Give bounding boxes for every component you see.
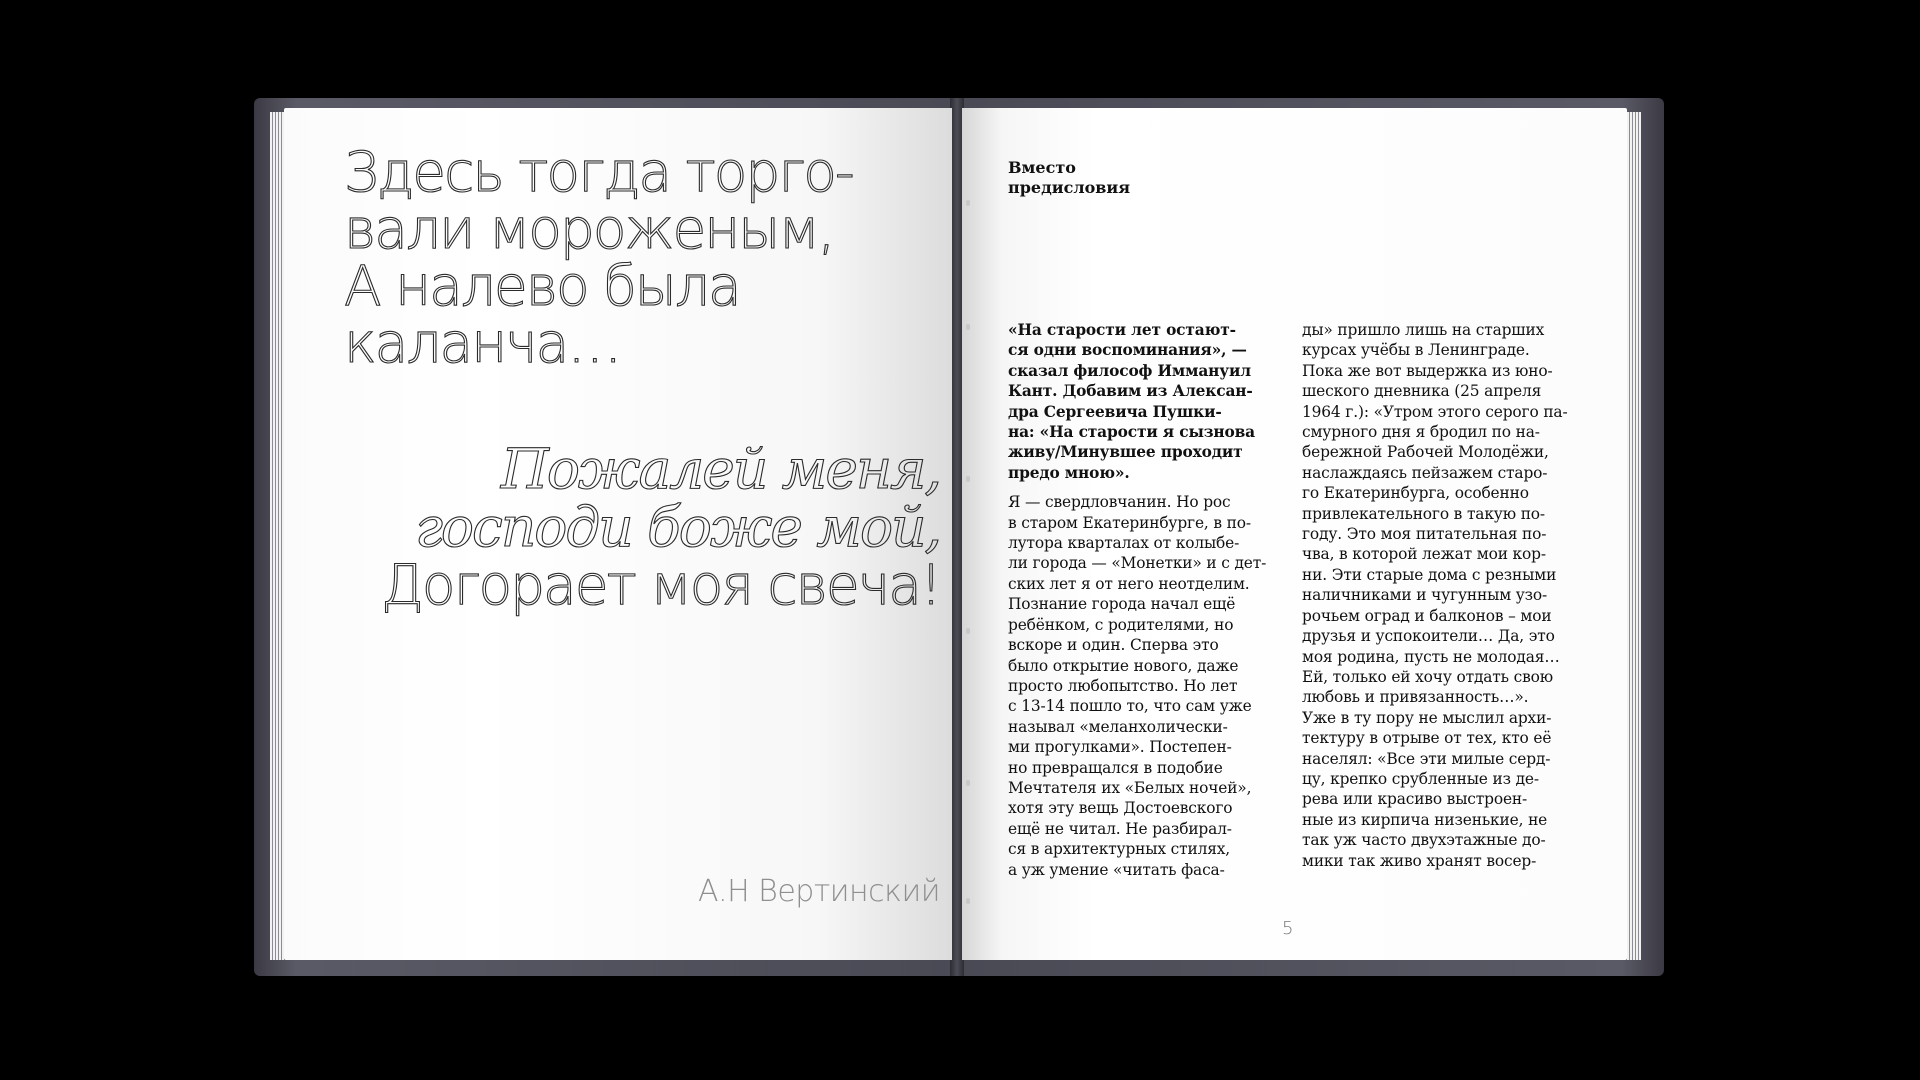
text-line: Я — свердловчанин. Но рос (1008, 493, 1231, 512)
text-line: друзья и успокоители… Да, это (1302, 627, 1555, 646)
right-page (962, 108, 1627, 960)
text-line: любовь и привязанность…». (1302, 688, 1529, 707)
text-line: называл «меланхолически- (1008, 717, 1228, 736)
text-line: на: «На старости я сызнова (1008, 423, 1256, 442)
text-line: го Екатеринбурга, особенно (1302, 484, 1529, 503)
text-line: ских лет я от него неотделим. (1008, 574, 1250, 593)
text-line: году. Это моя питательная по- (1302, 525, 1547, 544)
text-line: но превращался в подобие (1008, 758, 1223, 777)
left-page-edges (270, 112, 284, 960)
poem-top-stanza (344, 140, 944, 375)
text-line: населял: «Все эти милые серд- (1302, 749, 1551, 768)
text-line: ся в архитектурных стилях, (1008, 840, 1231, 859)
poem-italic-line: Пожалей меня, (500, 437, 940, 501)
text-line: ни. Эти старые дома с резными (1302, 565, 1557, 584)
text-line: с 13-14 пошло то, что сам уже (1008, 697, 1252, 716)
text-line: рева или красиво выстроен- (1302, 790, 1528, 809)
text-line: 1964 г.): «Утром этого серого па- (1302, 402, 1568, 421)
lead-paragraph (1008, 320, 1260, 483)
text-line: курсах учёбы в Ленинграде. (1302, 341, 1530, 360)
text-line: живу/Минувшее проходит (1008, 443, 1243, 462)
text-line: моя родина, пусть не молодая… (1302, 647, 1560, 666)
text-line: цу, крепко срубленные из де- (1302, 769, 1539, 788)
text-line: наслаждаясь пейзажем старо- (1302, 463, 1548, 482)
text-line: шеского дневника (25 апреля (1302, 382, 1542, 401)
text-line: Кант. Добавим из Алексан- (1008, 382, 1253, 401)
text-line: а уж умение «читать фаса- (1008, 860, 1225, 879)
text-line: сказал философ Иммануил (1008, 361, 1251, 380)
text-line: бережной Рабочей Молодёжи, (1302, 443, 1549, 462)
text-line: чва, в которой лежат мои кор- (1302, 545, 1546, 564)
left-page (284, 108, 952, 960)
text-line: лутора кварталах от колыбе- (1008, 534, 1240, 553)
text-line: так уж часто двухэтажные до- (1302, 831, 1546, 850)
text-column-1 (1008, 320, 1267, 880)
binding-stitch (966, 898, 970, 904)
section-title (1008, 158, 1130, 198)
binding-stitch (966, 780, 970, 786)
text-line: «На старости лет остают- (1008, 321, 1236, 339)
page-number: 5 (1282, 918, 1294, 939)
poem-line: А налево была (344, 254, 740, 318)
section-title-line: Вместо (1008, 158, 1076, 177)
text-line: ребёнком, с родителями, но (1008, 615, 1234, 634)
poem-line: каланча… (344, 311, 621, 375)
text-line: ми прогулками». Постепен- (1008, 738, 1232, 757)
text-line: Познание города начал ещё (1008, 595, 1236, 614)
text-line: дра Сергеевича Пушки- (1008, 402, 1222, 421)
binding-stitch (966, 476, 970, 482)
text-line: наличниками и чугунным узо- (1302, 586, 1548, 605)
text-line: вскоре и один. Сперва это (1008, 636, 1219, 655)
binding-stitch (966, 324, 970, 330)
poem-line: вали мороженым, (344, 197, 834, 261)
poem-italic-line: господи боже мой, (415, 495, 940, 559)
text-line: Ей, только ей хочу отдать свою (1302, 667, 1553, 686)
text-line: Мечтателя их «Белых ночей», (1008, 778, 1252, 797)
text-line: привлекательного в такую по- (1302, 504, 1545, 523)
text-line: смурного дня я бродил по на- (1302, 423, 1540, 442)
text-line: в старом Екатеринбурге, в по- (1008, 513, 1251, 532)
text-line: тектуру в отрыве от тех, кто её (1302, 729, 1552, 748)
poem-author: А.Н Вертинский (698, 874, 940, 909)
right-page-edges (1627, 112, 1641, 960)
section-title-line: предисловия (1008, 178, 1131, 197)
poem-line: Здесь тогда торго- (344, 140, 853, 204)
text-column-2 (1302, 320, 1568, 871)
binding-stitch (966, 628, 970, 634)
text-line: ся одни воспоминания», — (1008, 341, 1247, 360)
binding-stitch (966, 200, 970, 206)
text-line: ды» пришло лишь на старших (1302, 321, 1545, 339)
text-line: рочьем оград и балконов – мои (1302, 606, 1552, 625)
text-line: Пока же вот выдержка из юно- (1302, 361, 1553, 380)
text-line: мики так живо хранят восер- (1302, 851, 1537, 870)
text-line: предо мною». (1008, 463, 1130, 482)
text-line: ные из кирпича низенькие, не (1302, 810, 1548, 829)
poem-last-line: Догорает моя свеча! (381, 553, 940, 617)
text-line: ли города — «Монетки» и с дет- (1008, 554, 1267, 573)
text-line: хотя эту вещь Достоевского (1008, 799, 1233, 818)
poem-bottom-stanza (300, 437, 940, 617)
text-line: было открытие нового, даже (1008, 656, 1239, 675)
body-paragraph (1008, 492, 1267, 880)
text-line: Уже в ту пору не мыслил архи- (1302, 708, 1552, 727)
text-line: ещё не читал. Не разбирал- (1008, 819, 1232, 838)
text-line: просто любопытство. Но лет (1008, 676, 1238, 695)
